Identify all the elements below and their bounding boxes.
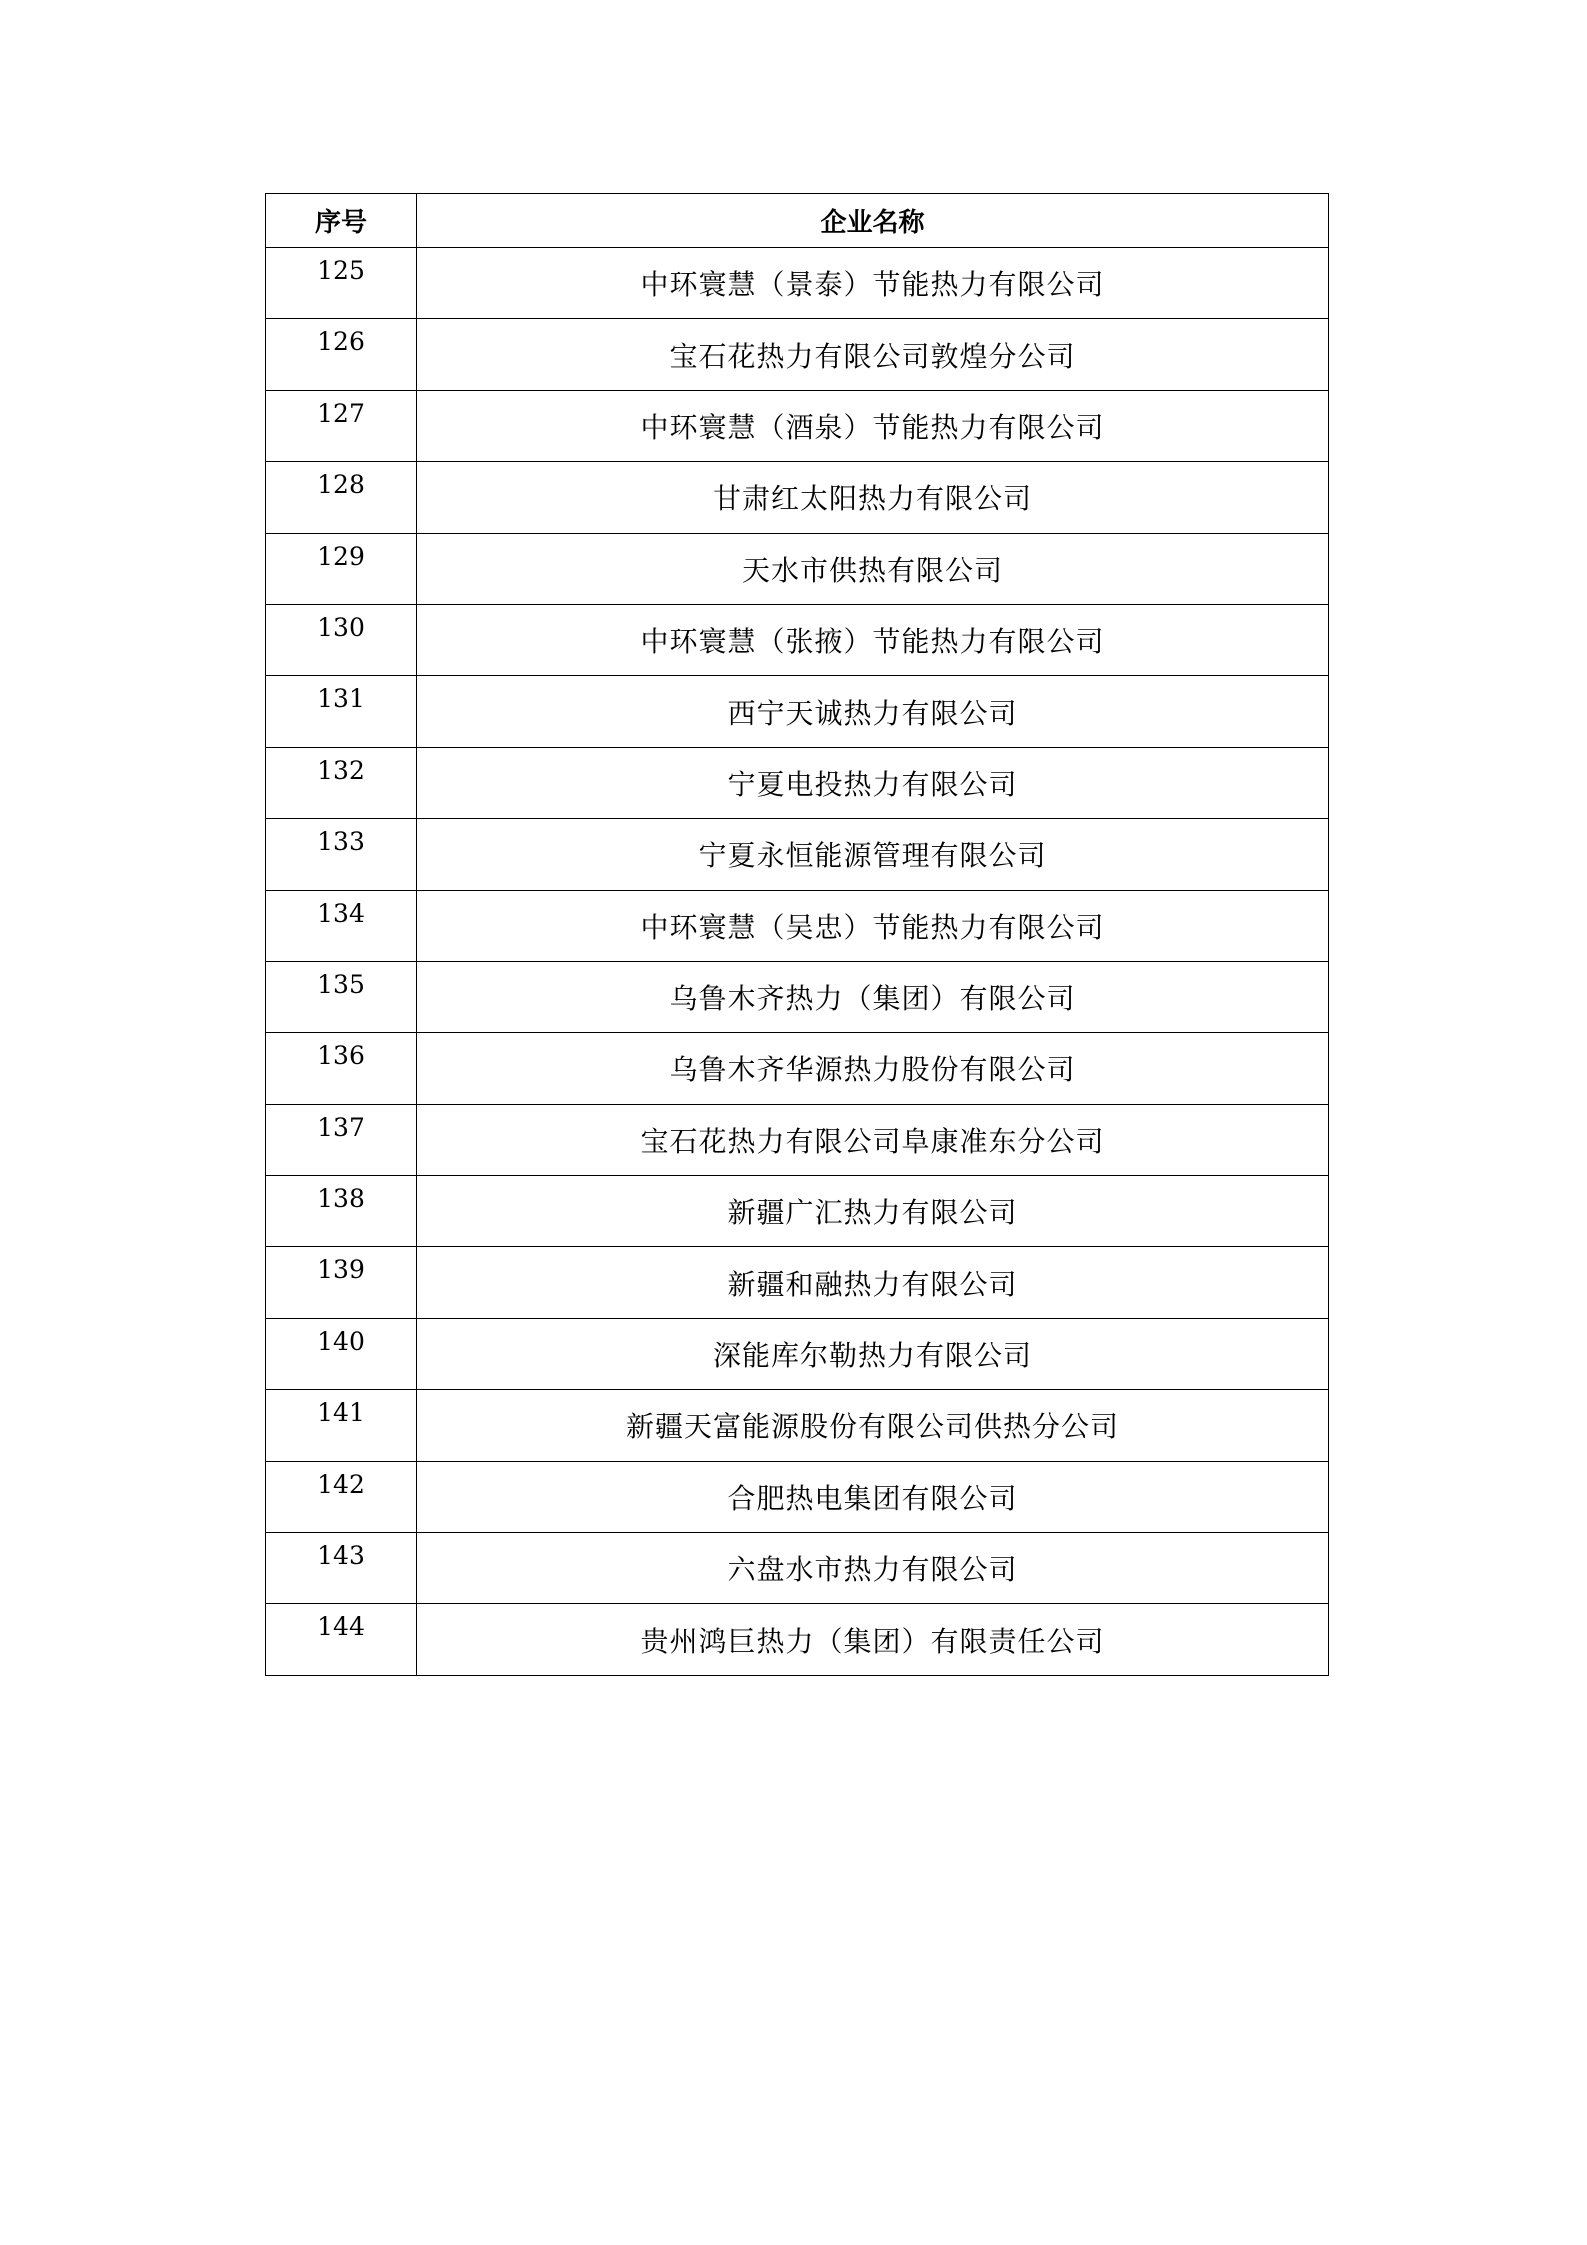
row-seq-number: 128	[266, 462, 417, 533]
table-row	[266, 533, 1329, 604]
row-seq-number: 129	[266, 533, 417, 604]
row-seq-number: 143	[266, 1533, 417, 1604]
row-enterprise-name: 宁夏永恒能源管理有限公司	[417, 819, 1329, 890]
table-row	[266, 890, 1329, 961]
row-enterprise-name: 乌鲁木齐热力（集团）有限公司	[417, 961, 1329, 1032]
row-seq-number: 141	[266, 1390, 417, 1461]
table-row	[266, 819, 1329, 890]
row-seq-number: 126	[266, 319, 417, 390]
row-enterprise-name: 新疆广汇热力有限公司	[417, 1176, 1329, 1247]
row-seq-number: 133	[266, 819, 417, 890]
table-row	[266, 1390, 1329, 1461]
row-enterprise-name: 乌鲁木齐华源热力股份有限公司	[417, 1033, 1329, 1104]
row-seq-number: 131	[266, 676, 417, 747]
table-row	[266, 462, 1329, 533]
table-row	[266, 604, 1329, 675]
table-row	[266, 1461, 1329, 1532]
row-enterprise-name: 西宁天诚热力有限公司	[417, 676, 1329, 747]
table-row	[266, 747, 1329, 818]
row-seq-number: 137	[266, 1104, 417, 1175]
row-enterprise-name: 贵州鸿巨热力（集团）有限责任公司	[417, 1604, 1329, 1675]
row-enterprise-name: 中环寰慧（吴忠）节能热力有限公司	[417, 890, 1329, 961]
row-enterprise-name: 宁夏电投热力有限公司	[417, 747, 1329, 818]
row-enterprise-name: 宝石花热力有限公司敦煌分公司	[417, 319, 1329, 390]
table-row	[266, 1247, 1329, 1318]
row-seq-number: 140	[266, 1318, 417, 1389]
table-row	[266, 248, 1329, 319]
row-seq-number: 125	[266, 248, 417, 319]
row-seq-number: 139	[266, 1247, 417, 1318]
row-seq-number: 142	[266, 1461, 417, 1532]
row-enterprise-name: 合肥热电集团有限公司	[417, 1461, 1329, 1532]
table-row	[266, 1604, 1329, 1675]
row-enterprise-name: 深能库尔勒热力有限公司	[417, 1318, 1329, 1389]
row-seq-number: 135	[266, 961, 417, 1032]
table-row	[266, 1104, 1329, 1175]
row-seq-number: 134	[266, 890, 417, 961]
row-seq-number: 127	[266, 390, 417, 461]
row-enterprise-name: 六盘水市热力有限公司	[417, 1533, 1329, 1604]
enterprise-list-table	[265, 193, 1329, 1676]
table-row	[266, 961, 1329, 1032]
table-body	[266, 248, 1329, 1676]
table-row	[266, 676, 1329, 747]
row-seq-number: 138	[266, 1176, 417, 1247]
table-row	[266, 1318, 1329, 1389]
row-seq-number: 136	[266, 1033, 417, 1104]
row-seq-number: 130	[266, 604, 417, 675]
table-row	[266, 319, 1329, 390]
row-enterprise-name: 甘肃红太阳热力有限公司	[417, 462, 1329, 533]
row-enterprise-name: 中环寰慧（酒泉）节能热力有限公司	[417, 390, 1329, 461]
row-seq-number: 144	[266, 1604, 417, 1675]
row-enterprise-name: 中环寰慧（景泰）节能热力有限公司	[417, 248, 1329, 319]
table-row	[266, 390, 1329, 461]
table-row	[266, 1033, 1329, 1104]
table-row	[266, 1533, 1329, 1604]
table-header-row	[266, 194, 1329, 248]
header-seq: 序号	[266, 194, 417, 248]
table-row	[266, 1176, 1329, 1247]
row-enterprise-name: 天水市供热有限公司	[417, 533, 1329, 604]
row-enterprise-name: 新疆天富能源股份有限公司供热分公司	[417, 1390, 1329, 1461]
header-name: 企业名称	[417, 194, 1329, 248]
row-enterprise-name: 中环寰慧（张掖）节能热力有限公司	[417, 604, 1329, 675]
row-enterprise-name: 新疆和融热力有限公司	[417, 1247, 1329, 1318]
row-enterprise-name: 宝石花热力有限公司阜康准东分公司	[417, 1104, 1329, 1175]
row-seq-number: 132	[266, 747, 417, 818]
